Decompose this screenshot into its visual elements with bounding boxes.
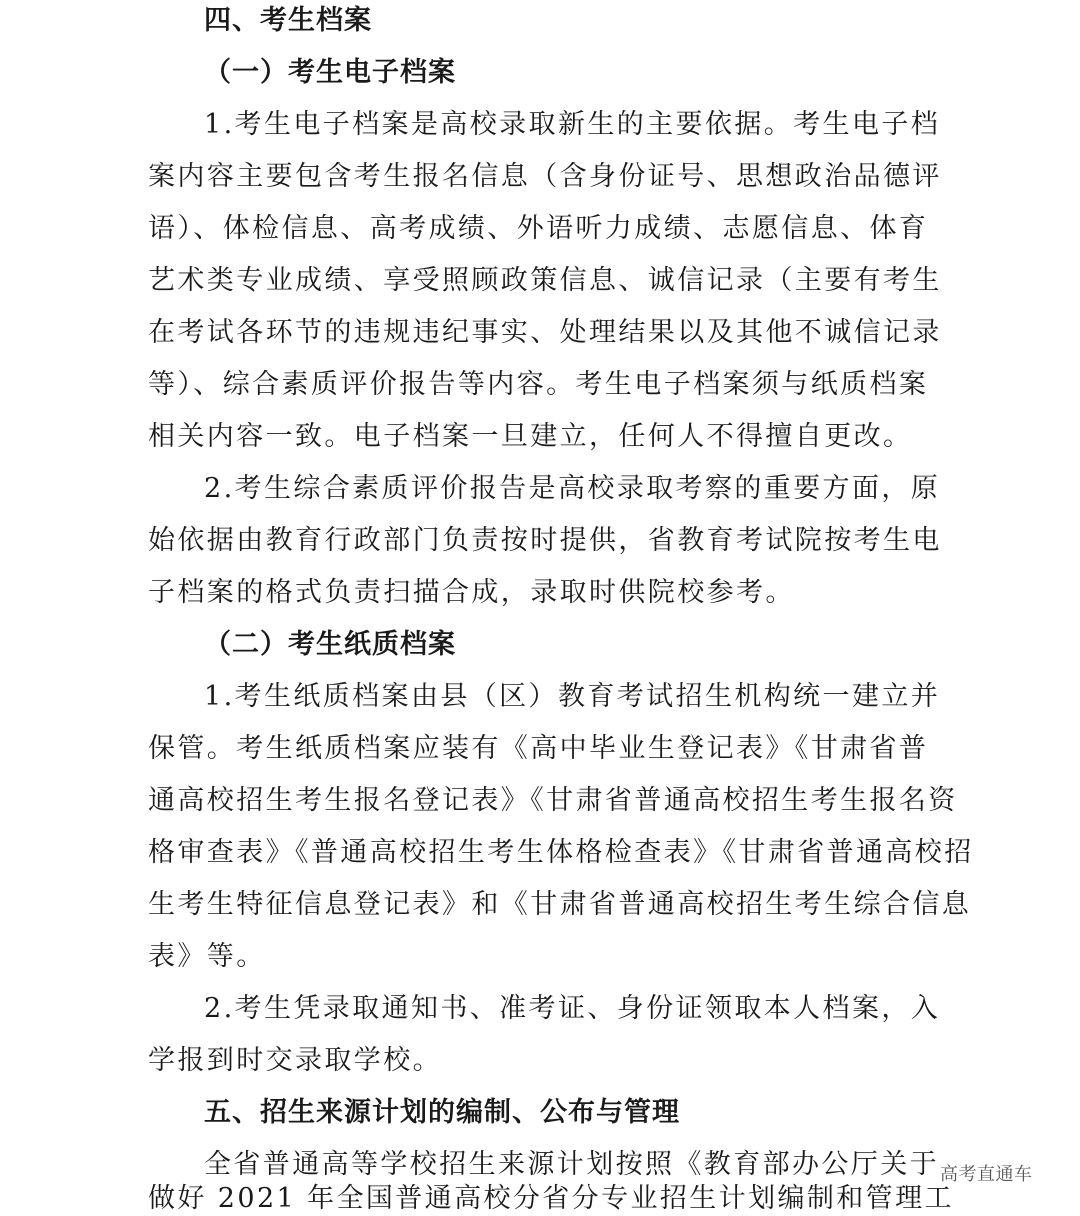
watermark: 高考直通车	[940, 1164, 1033, 1185]
text-line: 始依据由教育行政部门负责按时提供，省教育考试院按考生电	[148, 525, 942, 556]
subsection-1-heading: （一）考生电子档案	[204, 57, 456, 88]
text-line: 做好 2021 年全国普通高校分省分专业招生计划编制和管理工	[148, 1183, 954, 1214]
text-line: 生考生特征信息登记表》和《甘肃省普通高校招生考生综合信息	[148, 889, 972, 920]
section-4-heading: 四、考生档案	[204, 5, 372, 36]
text-line: 通高校招生考生报名登记表》《甘肃省普通高校招生考生报名资	[148, 785, 958, 816]
text-line: 表》等。	[148, 941, 266, 972]
text-line: 1.考生纸质档案由县（区）教育考试招生机构统一建立并	[204, 681, 941, 712]
text-line: 语）、体检信息、高考成绩、外语听力成绩、志愿信息、体育	[148, 213, 929, 244]
text-line: 学报到时交录取学校。	[148, 1045, 442, 1076]
section-5-heading: 五、招生来源计划的编制、公布与管理	[204, 1097, 680, 1128]
text-line: 等）、综合素质评价报告等内容。考生电子档案须与纸质档案	[148, 369, 929, 400]
text-line: 2.考生凭录取通知书、准考证、身份证领取本人档案，入	[204, 993, 941, 1024]
text-line: 子档案的格式负责扫描合成，录取时供院校参考。	[148, 577, 795, 608]
text-line: 艺术类专业成绩、享受照顾政策信息、诚信记录（主要有考生	[148, 265, 942, 296]
text-line: 1.考生电子档案是高校录取新生的主要依据。考生电子档	[204, 109, 941, 140]
text-line: 格审查表》《普通高校招生考生体格检查表》《甘肃省普通高校招	[148, 837, 974, 868]
text-line: 在考试各环节的违规违纪事实、处理结果以及其他不诚信记录	[148, 317, 942, 348]
text-line: 保管。考生纸质档案应装有《高中毕业生登记表》《甘肃省普	[148, 733, 929, 764]
text-line: 案内容主要包含考生报名信息（含身份证号、思想政治品德评	[148, 161, 942, 192]
text-line: 2.考生综合素质评价报告是高校录取考察的重要方面，原	[204, 473, 941, 504]
text-line: 相关内容一致。电子档案一旦建立，任何人不得擅自更改。	[148, 421, 913, 452]
subsection-2-heading: （二）考生纸质档案	[204, 629, 456, 660]
text-line: 全省普通高等学校招生来源计划按照《教育部办公厅关于	[204, 1149, 939, 1180]
